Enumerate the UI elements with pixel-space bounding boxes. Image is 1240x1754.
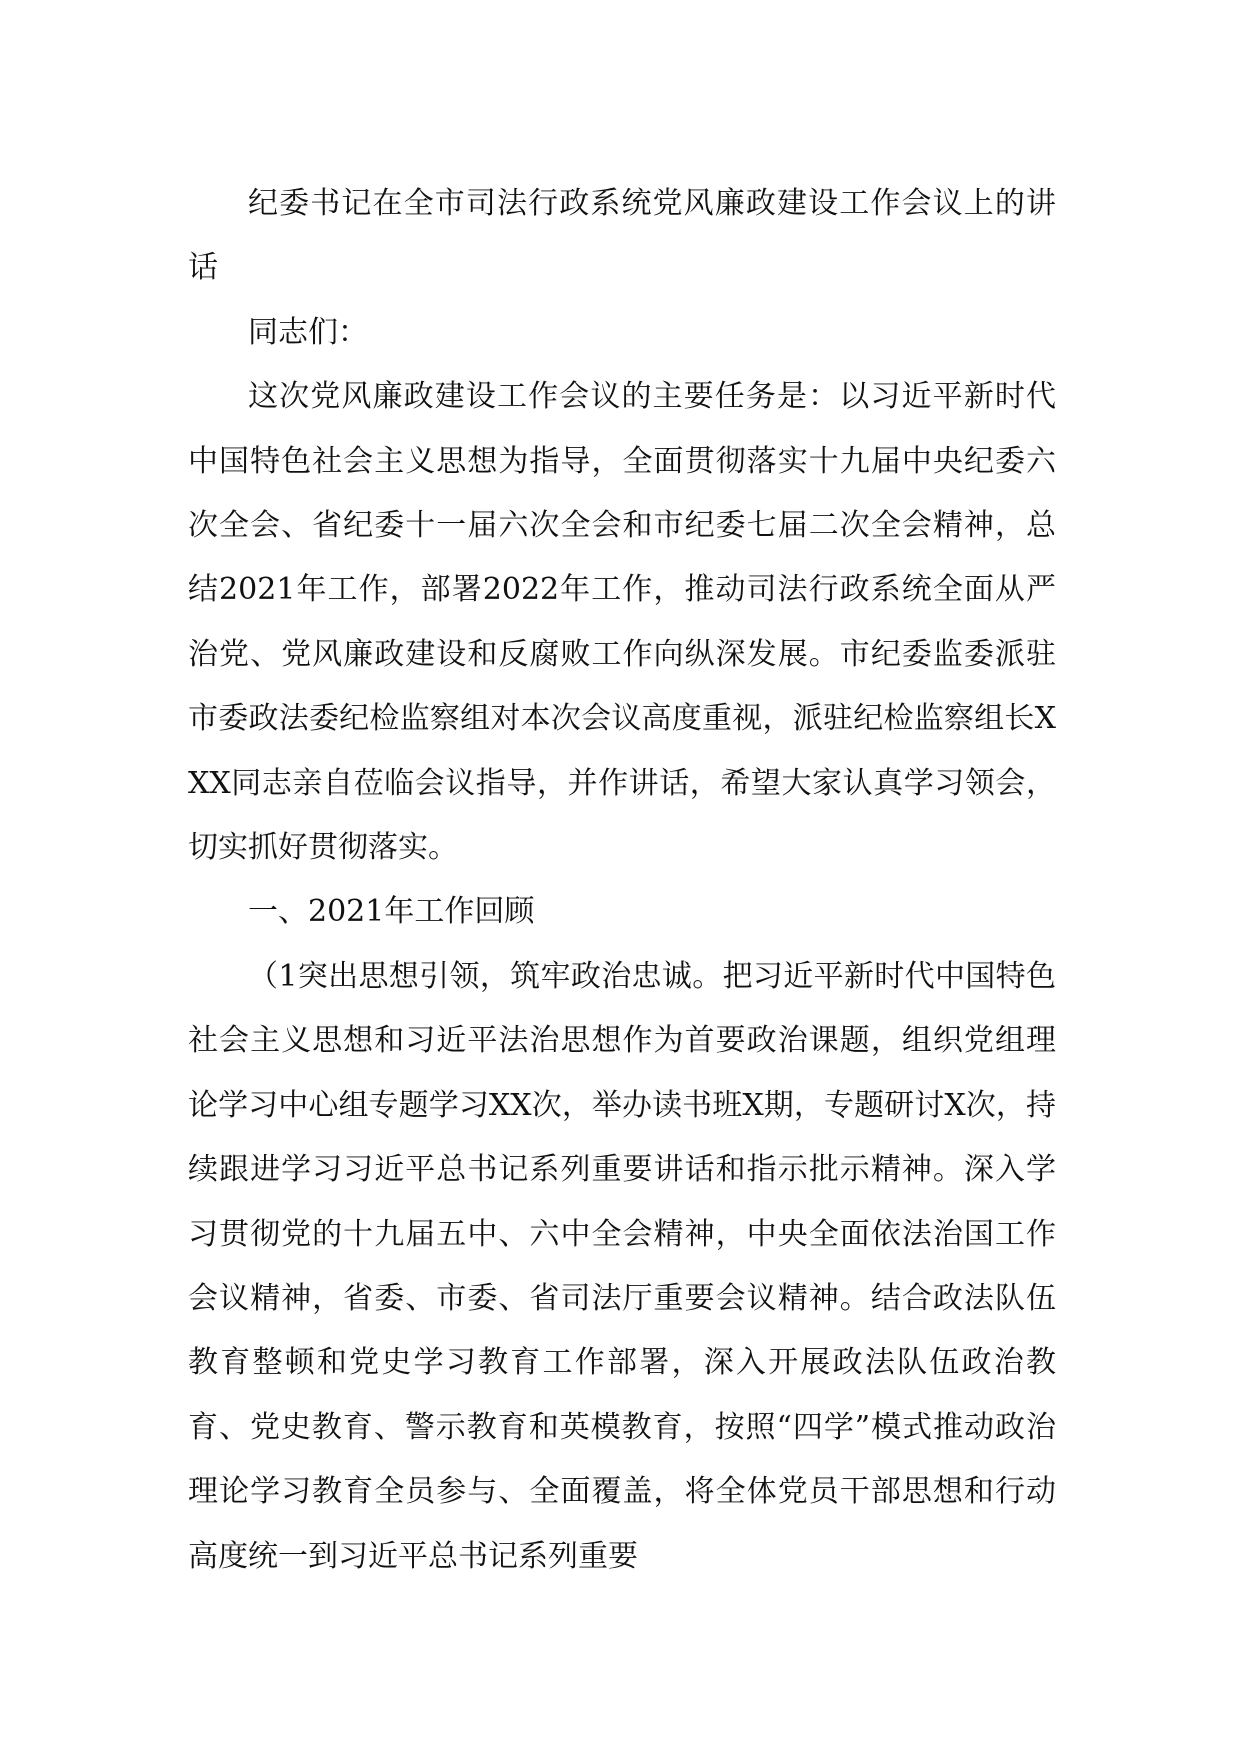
- section-heading: 一、2021年工作回顾: [248, 894, 535, 930]
- document-body: [188, 172, 1056, 1589]
- document-title: 纪委书记在全市司法行政系统党风廉政建设工作会议上的讲话: [188, 186, 1056, 286]
- section-paragraph: （1突出思想引领，筑牢政治忠诚。把习近平新时代中国特色社会主义思想和习近平法治思想作为首要政治课题，组织党组理论学习中心组专题学习XX次，举办读书班X期，专题研讨X次，持续跟进学习习近平总书记系列重要讲话和指示批示精神。深入学习贯彻党的十九届五中、六中全会精神，中央全面依法治国工作会议精神，省委、市委、省司法厅重要会议精神。结合政法队伍教育整顿和党史学习教育工作部署，深入开展政法队伍政治教育、党史教育、警示教育和英模教育，按照“四学”模式推动政治理论学习教育全员参与、全面覆盖，将全体党员干部思想和行动高度统一到习近平总书记系列重要: [188, 958, 1056, 1574]
- salutation: 同志们：: [248, 314, 368, 350]
- intro-paragraph: 这次党风廉政建设工作会议的主要任务是：以习近平新时代中国特色社会主义思想为指导，全面贯彻落实十九届中央纪委六次全会、省纪委十一届六次全会和市纪委七届二次全会精神，总结2021年工作，部署2022年工作，推动司法行政系统全面从严治党、党风廉政建设和反腐败工作向纵深发展。市纪委监委派驻市委政法委纪检监察组对本次会议高度重视，派驻纪检监察组长XXX同志亲自莅临会议指导，并作讲话，希望大家认真学习领会，切实抓好贯彻落实。: [188, 379, 1056, 866]
